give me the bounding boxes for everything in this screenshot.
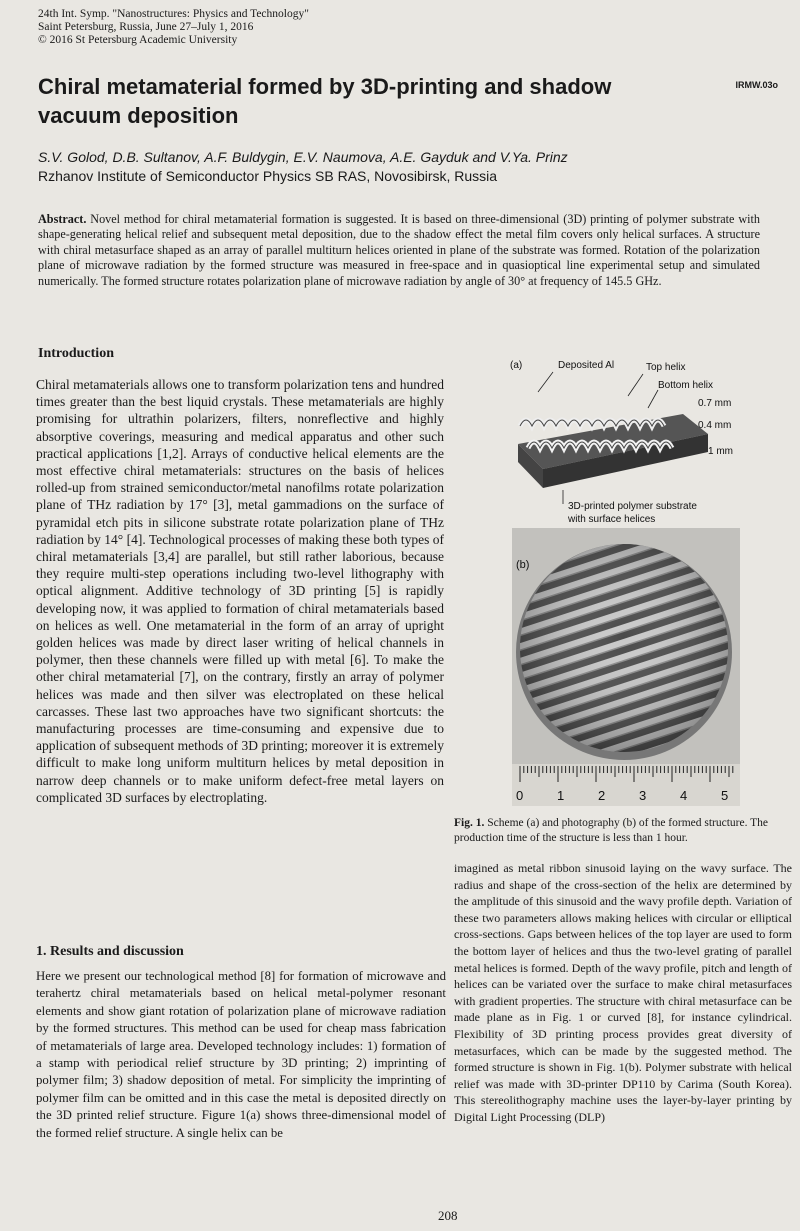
results-heading: 1. Results and discussion — [36, 944, 184, 959]
bottom-helix-label: Bottom helix — [658, 380, 714, 391]
panel-a-label: (a) — [510, 360, 523, 371]
ruler-label: 4 — [680, 788, 688, 803]
dim-0.7mm: 0.7 mm — [698, 398, 732, 409]
ruler-label: 5 — [721, 788, 729, 803]
abstract — [38, 212, 760, 289]
ruler-label: 1 — [557, 788, 565, 803]
abstract-text: Novel method for chiral metamaterial formation is suggested. It is based on three-dimensional (3D) printing of polymer substrate with shape-generating helical relief and subsequent metal deposition, due to the shadow effect the metal film covers only helical surfaces. A structure with chiral metasurface shaped as an array of parallel multiturn helices oriented in plane of the substrate was formed. Rotation of the polarization plane of microwave radiation by the formed structure was measured in free-space and in quasioptical line experimental setup and simulated numerically. The formed structure rotates polarization plane of microwave radiation by angle of 30° at frequency of 145.5 GHz. — [38, 212, 760, 288]
panel-b-label: (b) — [516, 559, 530, 571]
paper-title: Chiral metamaterial formed by 3D-printing and shadow vacuum deposition — [38, 74, 612, 128]
ruler-label: 0 — [516, 788, 524, 803]
header-line-1: 24th Int. Symp. "Nanostructures: Physics and Technology" — [38, 8, 309, 20]
figure-caption — [454, 816, 784, 846]
figure-1a-scheme — [508, 354, 758, 532]
introduction-text: Chiral metamaterials allows one to transform polarization tens and hundred times greater than the best liquid crystals. These metamaterials are highly promising for ultrathin polarizers, filters, nonreflective and highly absorptive coverings, measuring and medical apparatus and other such practical applications [1,2]. Arrays of conductive helical elements are the most effective chiral metamaterials: structures on the basis of helices rolled-up from strained semiconductor/metal nanofilms rotate polarization plane of THz radiation by 17° [3], metal gammadions on the surface of pyramidal etch pits in silicone substrate rotate polarization plane of THz radiation by 14° [4]. Technological processes of making these both types of chiral metamaterials [3,4] are parallel, but still rather laborious, because they require multi-step operations including two-level lithography with optical alignment. Additive technology of 3D printing [5] is rapidly developing now, it was applied to formation of chiral metamaterials based on helices as well. One metamaterial in the form of an array of upright golden helices was made by direct laser writing of helical channels in polymer, then these channels were filled up with metal [6]. To make the other chiral metamaterial [7], on the contrary, firstly an array of polymer helices was made and then silver was electroplated on these helical carcasses. These last two approaches have two significant shortcuts: the manufacturing processes are time-consuming and expensive due to application of subsequent methods of 3D printing; moreover it is extremely difficult to make long uniform multiturn helices by metal deposition in narrow deep channels or to make uniform defect-free metal layers on complicated 3D surfaces by electroplating. — [36, 377, 444, 805]
paper-code: IRMW.03o — [735, 80, 778, 90]
header-line-2: Saint Petersburg, Russia, June 27–July 1, 2016 — [38, 21, 254, 33]
ruler — [512, 764, 740, 806]
author-list: S.V. Golod, D.B. Sultanov, A.F. Buldygin, E.V. Naumova, A.E. Gayduk and V.Ya. Prinz — [38, 149, 568, 165]
results-text-left: Here we present our technological method [8] for formation of microwave and terahertz chiral metamaterials based on helical metal-polymer resonant elements and show giant rotation of polarization plane of microwave radiation by the formed structures. This method can be used for cheap mass fabrication of metamaterials of large area. Developed technology includes: 1) formation of a stamp with periodical relief structure by 3D printing; 2) imprinting of polymer film; 3) shadow deposition of metal. For simplicity the imprinting of polymer film can be omitted and in this case the metal is deposited directly on the 3D printed relief structure. Figure 1(a) shows three-dimensional model of the formed relief structure. A single helix can be — [36, 969, 446, 1140]
header-line-3: © 2016 St Petersburg Academic University — [38, 34, 238, 46]
top-helix-label: Top helix — [646, 362, 686, 373]
abstract-label: Abstract. — [38, 212, 87, 226]
dim-0.4mm: 0.4 mm — [698, 420, 732, 431]
ruler-label: 3 — [639, 788, 647, 803]
deposited-al-label: Deposited Al — [558, 360, 615, 371]
ruler-label: 2 — [598, 788, 606, 803]
substrate-label-1: 3D-printed polymer substrate — [568, 501, 697, 512]
dim-1mm: 1 mm — [708, 446, 733, 457]
caption-label: Fig. 1. — [454, 817, 485, 829]
introduction-heading: Introduction — [38, 346, 114, 361]
caption-text: Scheme (a) and photography (b) of the formed structure. The production time of the structure is less than 1 hour. — [454, 817, 769, 844]
affiliation: Rzhanov Institute of Semiconductor Physics SB RAS, Novosibirsk, Russia — [38, 168, 498, 184]
author-block — [38, 148, 678, 186]
page-number: 208 — [438, 1208, 458, 1223]
conference-header — [38, 8, 458, 47]
photo-rendering — [512, 528, 740, 806]
substrate-label-2: with surface helices — [568, 514, 656, 525]
figure-1b-photo — [512, 528, 740, 806]
results-text-right: imagined as metal ribbon sinusoid laying on the wavy surface. The radius and shape of the cross-section of the helix are determined by the amplitude of this sinusoid and the wavy profile depth. Variation of these two parameters allows making helices with circular or elliptical cross-sections. Gaps between helices of the top layer are used to form the bottom layer of helices and thus the two-level grating of parallel metal helices is formed. Depth of the wavy profile, pitch and length of helices can be variated over the surface to make chiral metasurfaces with gradient properties. The structure with chiral metasurface can be made plane as in Fig. 1 or curved [8], for instance cylindrical. Flexibility of 3D printing process provides great diversity of metasurfaces, which can be made by the suggested method. The formed structure is shown in Fig. 1(b). Polymer substrate with helical relief was made with 3D-printer DP110 by Carima (South Korea). This stereolithography machine uses the layer-by-layer printing by Digital Light Processing (DLP) — [454, 861, 792, 1124]
